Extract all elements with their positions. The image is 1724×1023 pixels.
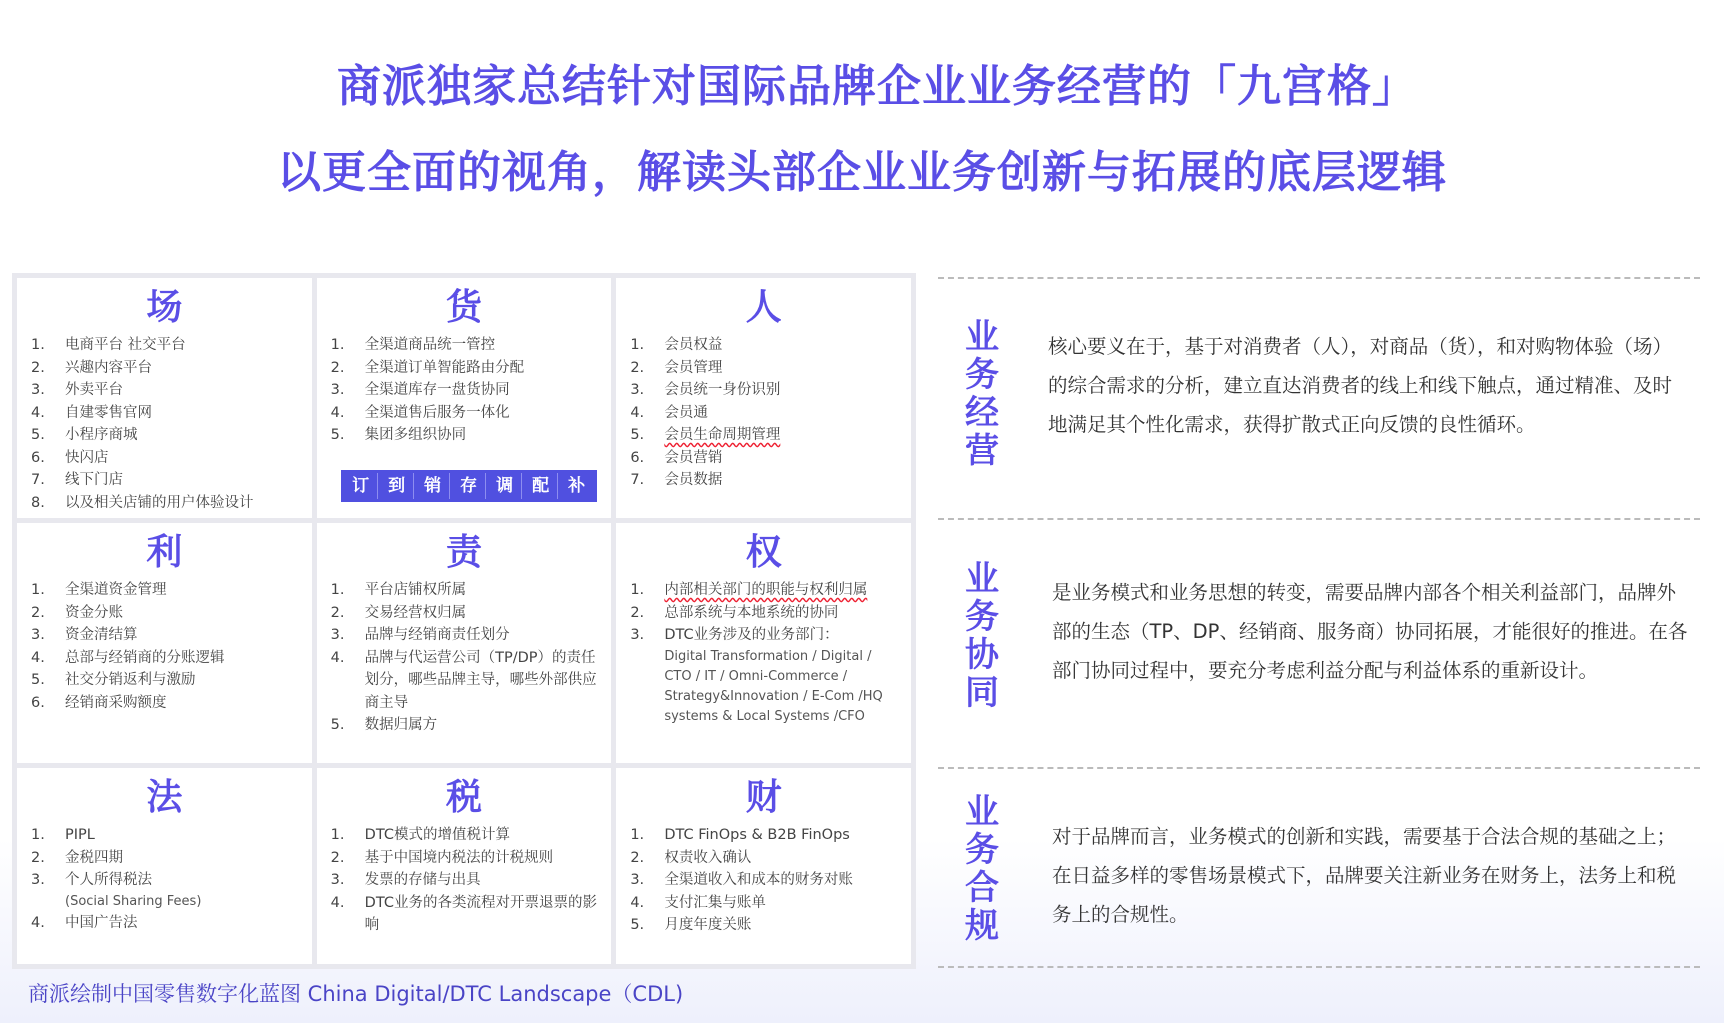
grid-cell-goods — [317, 278, 612, 518]
cell-title: 权 — [745, 532, 782, 573]
list-text: 会员营销 — [664, 449, 723, 466]
cell-title: 货 — [445, 287, 482, 328]
list-number: 5. — [630, 427, 645, 443]
list-number: 1. — [630, 337, 645, 353]
nine-grid — [12, 273, 916, 969]
list-number: 1. — [31, 827, 45, 843]
list-item — [31, 824, 298, 847]
divider — [938, 966, 1700, 968]
list-subtext: Digital Transformation / Digital / CTO / IT / Omni-Commerce / Strategy&Innovation / E-Com /HQ systems & Local Systems /CFO — [664, 648, 883, 724]
list-item — [331, 579, 598, 602]
list-item — [31, 647, 298, 670]
cell-list — [31, 334, 298, 514]
list-text: 资金清结算 — [65, 627, 138, 643]
grid-cell-tax — [317, 768, 612, 964]
list-item — [630, 602, 897, 625]
section-business-compliance — [948, 793, 1698, 953]
list-item — [331, 424, 598, 447]
list-text: 自建零售官网 — [65, 404, 152, 421]
list-text: 小程序商城 — [65, 427, 138, 443]
list-number: 2. — [330, 359, 345, 376]
list-number: 4. — [330, 894, 345, 911]
list-item — [31, 579, 298, 602]
list-item — [31, 447, 298, 470]
cell-title: 人 — [745, 287, 782, 328]
list-item — [331, 402, 598, 425]
section-body: 核心要义在于，基于对消费者（人），对商品（货），和对购物体验（场）的综合需求的分析，建立直达消费者的线上和线下触点，通过精准、及时地满足其个性化需求，获得扩散式正向反馈的良性循环。 — [1048, 335, 1673, 436]
cell-list — [630, 824, 897, 937]
list-number: 5. — [330, 427, 345, 443]
list-number: 3. — [330, 382, 345, 398]
list-item — [331, 647, 598, 715]
list-text: 资金分账 — [65, 604, 123, 621]
section-body: 对于品牌而言，业务模式的创新和实践，需要基于合法合规的基础之上；在日益多样的零售场景模式下，品牌要关注新业务在财务上，法务上和税务上的合规性。 — [1052, 825, 1677, 926]
chip: 配 — [525, 473, 558, 499]
list-text: 品牌与经销商责任划分 — [364, 627, 510, 643]
list-number: 1. — [330, 582, 345, 598]
list-item — [331, 714, 598, 737]
chip: 订 — [345, 473, 378, 499]
grid-cell-authority — [616, 523, 911, 763]
list-item — [630, 579, 897, 602]
list-item — [31, 624, 298, 647]
cell-title: 税 — [445, 777, 482, 818]
list-text: 会员权益 — [664, 337, 723, 353]
list-item — [31, 869, 298, 912]
grid-cell-responsibility — [317, 523, 612, 763]
list-text: 快闪店 — [65, 449, 109, 466]
list-item — [331, 379, 598, 402]
chip: 存 — [453, 473, 486, 499]
list-number: 6. — [31, 694, 45, 711]
list-text: 电商平台 社交平台 — [65, 337, 186, 353]
list-item — [630, 379, 897, 402]
list-text: DTC FinOps & B2B FinOps — [664, 827, 850, 843]
cell-list — [331, 824, 598, 937]
section-business-operation — [948, 318, 1698, 498]
chip: 调 — [489, 473, 522, 499]
cell-list — [630, 334, 897, 492]
list-number: 1. — [31, 582, 45, 598]
grid-cell-finance — [616, 768, 911, 964]
list-text: 以及相关店铺的用户体验设计 — [65, 494, 254, 511]
list-number: 3. — [630, 382, 645, 398]
list-text: 线下门店 — [65, 472, 123, 488]
list-item — [331, 892, 598, 937]
list-number: 2. — [630, 359, 645, 376]
list-text: 集团多组织协同 — [364, 427, 467, 443]
list-number: 3. — [330, 627, 345, 643]
list-item — [630, 469, 897, 492]
section-business-collaboration — [948, 560, 1698, 750]
list-item — [630, 424, 897, 447]
cell-list — [331, 579, 598, 737]
list-text: DTC业务的各类流程对开票退票的影响 — [364, 894, 597, 933]
list-text: 会员生命周期管理 — [664, 427, 781, 443]
list-item — [630, 334, 897, 357]
list-text: 兴趣内容平台 — [65, 359, 152, 376]
list-number: 8. — [31, 494, 45, 511]
list-item — [31, 669, 298, 692]
list-item — [31, 379, 298, 402]
list-text: 金税四期 — [65, 849, 123, 866]
cell-title: 法 — [146, 777, 183, 818]
list-text: 全渠道资金管理 — [65, 582, 167, 598]
list-text: 会员通 — [664, 404, 708, 421]
list-number: 2. — [31, 359, 45, 376]
list-number: 7. — [630, 472, 645, 488]
list-number: 4. — [630, 404, 645, 421]
grid-cell-venue — [17, 278, 312, 518]
list-item — [331, 624, 598, 647]
grid-cell-law — [17, 768, 312, 964]
list-number: 1. — [31, 337, 45, 353]
list-number: 3. — [31, 382, 45, 398]
cell-list — [31, 579, 298, 714]
cell-title: 责 — [445, 532, 482, 573]
list-item — [31, 602, 298, 625]
list-text: 全渠道收入和成本的财务对账 — [664, 872, 853, 888]
section-title: 业 务 经 营 — [965, 317, 999, 471]
section-title: 业 务 合 规 — [965, 792, 999, 946]
list-text: 会员管理 — [664, 359, 723, 376]
list-text: 总部系统与本地系统的协同 — [664, 604, 839, 621]
list-text: 全渠道订单智能路由分配 — [364, 359, 525, 376]
list-item — [630, 447, 897, 470]
divider — [938, 767, 1700, 769]
list-text: DTC模式的增值税计算 — [364, 827, 510, 843]
list-text: 会员数据 — [664, 472, 723, 488]
list-text: 社交分销返利与激励 — [65, 672, 196, 688]
grid-cell-people — [616, 278, 911, 518]
cell-title: 财 — [745, 777, 782, 818]
list-text: 外卖平台 — [65, 382, 123, 398]
chip: 销 — [417, 473, 450, 499]
list-subtext: (Social Sharing Fees) — [65, 893, 202, 909]
list-item — [630, 824, 897, 847]
headline-line-1: 商派独家总结针对国际品牌企业业务经营的「九宫格」 — [337, 61, 1417, 112]
footer-caption: 商派绘制中国零售数字化蓝图 China Digital/DTC Landscape（CDL) — [28, 982, 684, 1006]
list-text: 经销商采购额度 — [65, 694, 167, 711]
list-item — [31, 469, 298, 492]
list-number: 1. — [330, 827, 345, 843]
list-item — [331, 357, 598, 380]
list-text: 基于中国境内税法的计税规则 — [364, 849, 554, 866]
list-number: 2. — [630, 604, 645, 621]
cell-list — [331, 334, 598, 447]
chip: 补 — [568, 476, 586, 496]
headline-line-2: 以更全面的视角，解读头部企业业务创新与拓展的底层逻辑 — [277, 147, 1447, 198]
list-item — [31, 912, 298, 935]
list-number: 6. — [31, 449, 45, 466]
list-item — [31, 492, 298, 515]
list-number: 2. — [31, 604, 45, 621]
list-item — [630, 847, 897, 870]
list-item — [630, 892, 897, 915]
list-number: 4. — [630, 894, 645, 911]
list-text: 月度年度关账 — [664, 917, 752, 933]
list-text: 交易经营权归属 — [364, 604, 467, 621]
list-text: 支付汇集与账单 — [664, 894, 766, 911]
list-item — [331, 334, 598, 357]
list-text: 权责收入确认 — [664, 849, 752, 866]
list-item — [630, 402, 897, 425]
list-number: 3. — [630, 872, 645, 888]
list-text: 数据归属方 — [364, 717, 438, 733]
list-item — [331, 847, 598, 870]
list-number: 4. — [31, 649, 45, 666]
cell-title: 场 — [146, 287, 183, 328]
list-text: 内部相关部门的职能与权利归属 — [664, 582, 868, 598]
list-number: 2. — [31, 849, 45, 866]
list-text: 品牌与代运营公司（TP/DP）的责任划分，哪些品牌主导，哪些外部供应商主导 — [364, 649, 597, 711]
list-text: 中国广告法 — [65, 914, 138, 931]
list-text: 全渠道库存一盘货协同 — [364, 382, 510, 398]
list-item — [31, 424, 298, 447]
list-text: 平台店铺权所属 — [364, 582, 467, 598]
list-item — [630, 914, 897, 937]
list-item — [630, 624, 897, 727]
list-text: 全渠道商品统一管控 — [364, 337, 496, 353]
list-text: DTC业务涉及的业务部门： — [664, 627, 839, 643]
list-number: 4. — [330, 649, 345, 666]
list-text: 全渠道售后服务一体化 — [364, 404, 510, 421]
list-item — [31, 402, 298, 425]
section-title: 业 务 协 同 — [965, 559, 999, 713]
cell-list — [630, 579, 897, 727]
list-number: 1. — [630, 582, 645, 598]
list-number: 4. — [31, 914, 45, 931]
list-number: 5. — [330, 717, 345, 733]
section-body: 是业务模式和业务思想的转变，需要品牌内部各个相关利益部门，品牌外部的生态（TP、DP、经销商、服务商）协同拓展，才能很好的推进。在各部门协同过程中，要充分考虑利益分配与利益体系的重新设计。 — [1052, 581, 1688, 682]
list-number: 2. — [330, 849, 345, 866]
list-item — [331, 824, 598, 847]
cell-title: 利 — [146, 532, 183, 573]
list-text: PIPL — [65, 827, 95, 843]
grid-cell-benefit — [17, 523, 312, 763]
chip: 到 — [381, 473, 414, 499]
list-number: 7. — [31, 472, 45, 488]
divider — [938, 518, 1700, 520]
list-number: 2. — [630, 849, 645, 866]
supply-chain-chips — [341, 470, 597, 502]
list-number: 2. — [330, 604, 345, 621]
list-number: 5. — [31, 672, 45, 688]
cell-list — [31, 824, 298, 934]
list-item — [31, 357, 298, 380]
list-text: 总部与经销商的分账逻辑 — [65, 649, 225, 666]
list-number: 4. — [31, 404, 45, 421]
list-item — [31, 692, 298, 715]
list-number: 3. — [31, 872, 45, 888]
list-item — [331, 869, 598, 892]
list-number: 4. — [330, 404, 345, 421]
list-number: 3. — [330, 872, 345, 888]
list-text: 会员统一身份识别 — [664, 382, 781, 398]
list-number: 5. — [630, 917, 645, 933]
list-number: 6. — [630, 449, 645, 466]
list-number: 5. — [31, 427, 45, 443]
list-item — [31, 847, 298, 870]
divider — [938, 277, 1700, 279]
list-item — [630, 869, 897, 892]
list-item — [630, 357, 897, 380]
list-number: 1. — [330, 337, 345, 353]
list-number: 3. — [630, 627, 645, 643]
list-item — [331, 602, 598, 625]
list-text: 个人所得税法 — [65, 872, 152, 888]
list-text: 发票的存储与出具 — [364, 872, 481, 888]
list-number: 1. — [630, 827, 645, 843]
list-item — [31, 334, 298, 357]
list-number: 3. — [31, 627, 45, 643]
